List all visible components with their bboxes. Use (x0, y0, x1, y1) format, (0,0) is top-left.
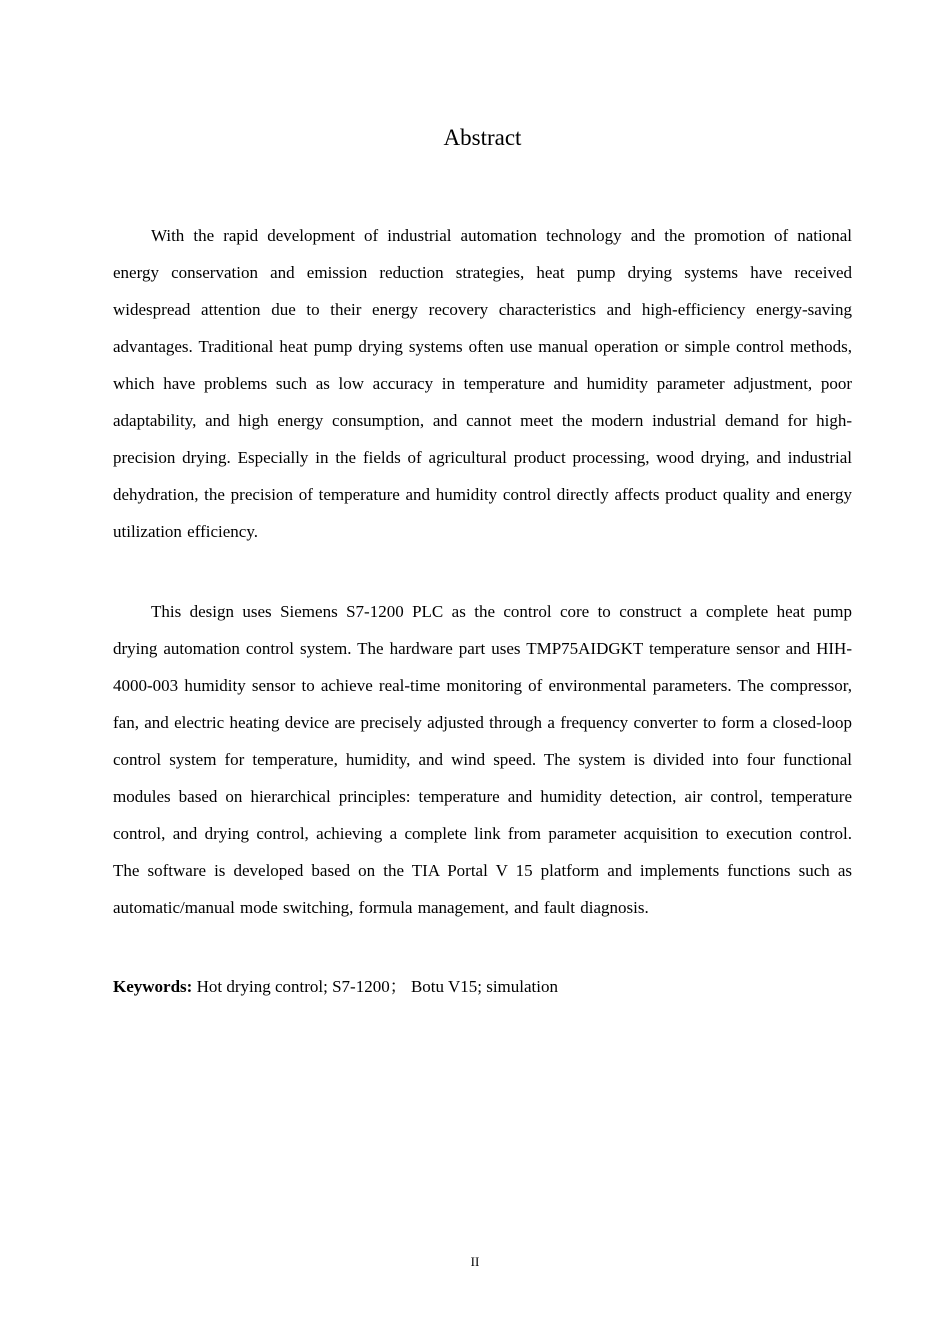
abstract-title: Abstract (443, 125, 522, 150)
page-number: II (470, 1254, 480, 1269)
keywords-label: Keywords: (113, 977, 193, 996)
keywords-text: Hot drying control; S7-1200； Botu V15; simulation (192, 977, 558, 996)
abstract-paragraph-1: With the rapid development of industrial automation technology and the promotion of national energy conservation and emission reduction strategies, heat pump drying systems have received widespread attention due to their energy recovery characteristics and high-efficiency energy-saving advantages. Traditional heat pump drying systems often use manual operation or simple control methods, which have problems such as low accuracy in temperature and humidity parameter adjustment, poor adaptability, and high energy consumption, and cannot meet the modern industrial demand for high-precision drying. Especially in the fields of agricultural product processing, wood drying, and industrial dehydration, the precision of temperature and humidity control directly affects product quality and energy utilization efficiency. (113, 226, 852, 541)
keywords-line (113, 968, 852, 1005)
abstract-paragraph-2: This design uses Siemens S7-1200 PLC as the control core to construct a complete heat pump drying automation control system. The hardware part uses TMP75AIDGKT temperature sensor and HIH-4000-003 humidity sensor to achieve real-time monitoring of environmental parameters. The compressor, fan, and electric heating device are precisely adjusted through a frequency converter to form a closed-loop control system for temperature, humidity, and wind speed. The system is divided into four functional modules based on hierarchical principles: temperature and humidity detection, air control, temperature control, and drying control, achieving a complete link from parameter acquisition to execution control. The software is developed based on the TIA Portal V 15 platform and implements functions such as automatic/manual mode switching, formula management, and fault diagnosis. (113, 602, 852, 917)
